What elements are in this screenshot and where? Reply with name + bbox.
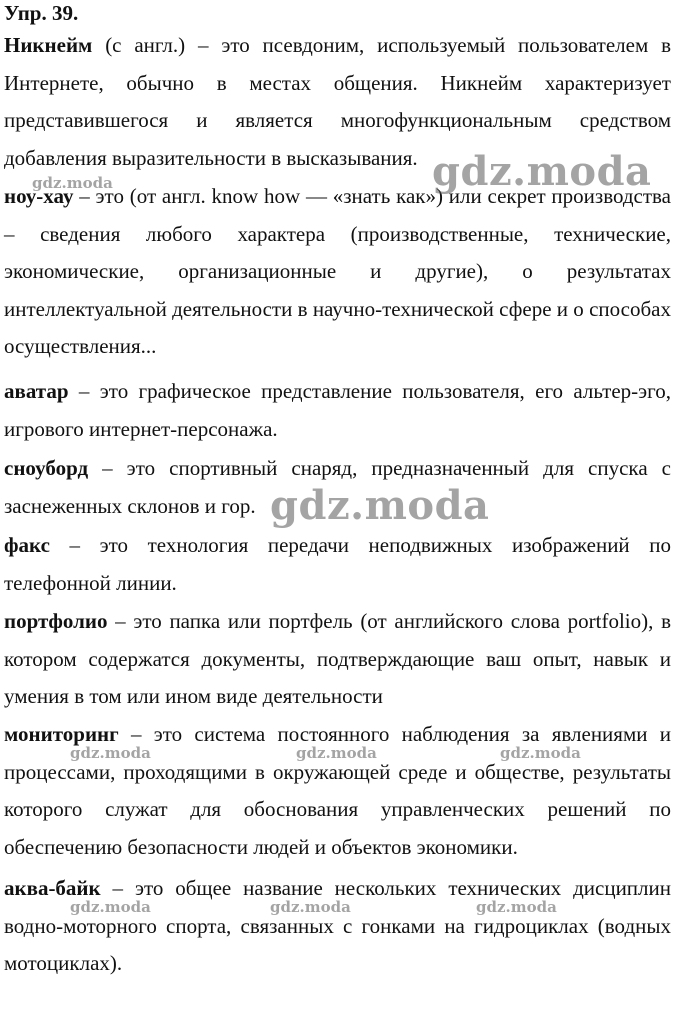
definition-snowboard: – это спортивный снаряд, предназначенный для спуска с заснеженных склонов и гор. [4,456,671,518]
definition-aquabike: – это общее название нескольких технических дисциплин водно-моторного спорта, связанных с гонками на гидроциклах (водных мотоциклах). [4,876,671,975]
term-snowboard: сноуборд [4,456,89,480]
entry-portfolio [4,603,671,716]
term-monitoring: мониторинг [4,722,119,746]
entry-aquabike [4,870,671,983]
definition-nickname: (с англ.) – это псевдоним, используемый пользователем в Интернете, обычно в местах общения. Никнейм характеризует представившегося и является многофункциональным средством добавления выразительности в высказывания. [4,33,671,170]
entry-know-how [4,178,671,366]
entry-snowboard [4,450,671,525]
watermark-logo: gdz.moda [500,744,581,762]
term-avatar: аватар [4,379,69,403]
entry-fax [4,527,671,602]
definition-avatar: – это графическое представление пользователя, его альтер-эго, игрового интернет-персонажа. [4,379,671,441]
watermark-logo: gdz.moda [70,898,151,916]
watermark-logo: gdz.moda [32,174,113,192]
watermark-logo: gdz.moda [70,744,151,762]
definition-know-how: – это (от англ. know how — «знать как») или секрет производства – сведения любого характера (производственные, технические, экономические, организационные и другие), о результатах интеллектуальной деятельности в научно-технической сфере и о способах осуществления... [4,184,671,358]
entry-nickname [4,27,671,177]
watermark-logo: gdz.moda [270,898,351,916]
watermark-logo: gdz.moda [432,148,652,195]
watermark-logo: gdz.moda [270,482,490,529]
exercise-title: Упр. 39. [4,1,79,25]
term-portfolio: портфолио [4,609,108,633]
entry-monitoring [4,716,671,866]
term-nickname: Никнейм [4,33,93,57]
definition-portfolio: – это папка или портфель (от английского слова portfolio), в котором содержатся документы, подтверждающие ваш опыт, навык и умения в том или ином виде деятельности [4,609,671,708]
entry-avatar [4,373,671,448]
definition-fax: – это технология передачи неподвижных изображений по телефонной линии. [4,533,671,595]
watermark-logo: gdz.moda [296,744,377,762]
term-fax: факс [4,533,50,557]
term-aquabike: аква-байк [4,876,101,900]
definition-monitoring: – это система постоянного наблюдения за явлениями и процессами, проходящими в окружающей среде и обществе, результаты которого служат для обоснования управленческих решений по обеспечению безопасности людей и объектов экономики. [4,722,671,859]
term-know-how: ноу-хау [4,184,74,208]
watermark-logo: gdz.moda [476,898,557,916]
